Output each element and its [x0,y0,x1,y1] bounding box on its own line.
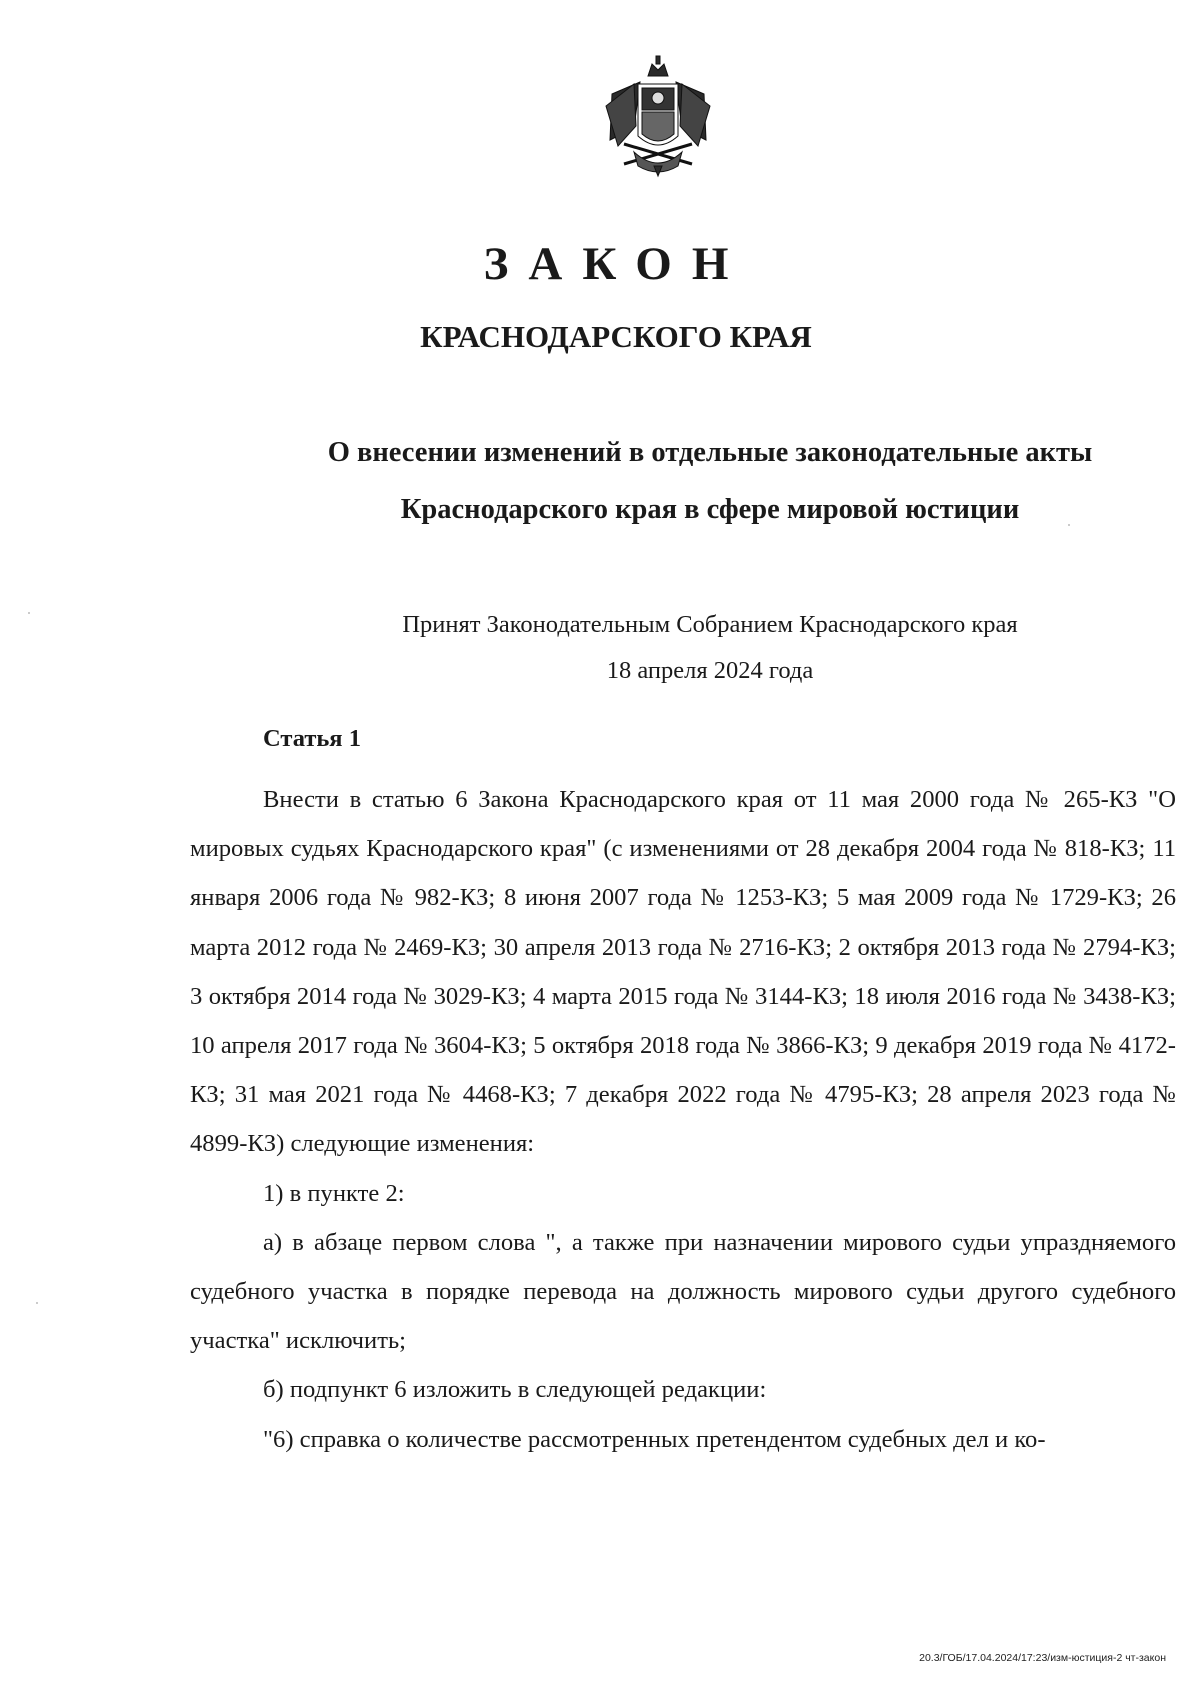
region-title: КРАСНОДАРСКОГО КРАЯ [420,319,812,354]
article-heading: Статья 1 [263,725,361,752]
krasnodar-krai-coat-of-arms-icon [604,54,712,178]
scan-speck [1068,524,1070,526]
paragraph: 1) в пункте 2: [263,1179,405,1207]
law-title: ЗАКОН [483,238,749,290]
scan-speck [36,1302,38,1304]
article-body [190,775,1176,1464]
adoption-date: 18 апреля 2024 года [606,657,814,684]
law-subject [190,424,1200,538]
law-subject-line-1: О внесении изменений в отдельные законодательные акты [327,437,1093,468]
paragraph: б) подпункт 6 изложить в следующей редакции: [263,1376,767,1404]
paragraph: а) в абзаце первом слова ", а также при назначении мирового судьи упраздняемого судебного участка в порядке перевода на должность мирового судьи другого судебного участка" исключить; [190,1228,1176,1355]
scan-speck [28,612,30,614]
adoption-info [190,602,1200,694]
document-footer-code: 20.3/ГОБ/17.04.2024/17:23/изм-юстиция-2 чт-закон [919,1652,1166,1664]
paragraph: "6) справка о количестве рассмотренных претендентом судебных дел и ко- [263,1425,1046,1453]
law-subject-line-2: Краснодарского края в сфере мировой юстиции [400,494,1020,525]
paragraph: Внести в статью 6 Закона Краснодарского края от 11 мая 2000 года № 265-КЗ "О мировых судьях Краснодарского края" (с изменениями от 28 декабря 2004 года № 818-КЗ; 11 января 2006 года № 982-КЗ; 8 июня 2007 года № 1253-КЗ; 5 мая 2009 года № 1729-КЗ; 26 марта 2012 года № 2469-КЗ; 30 апреля 2013 года № 2716-КЗ; 2 октября 2013 года № 2794-КЗ; 3 октября 2014 года № 3029-КЗ; 4 марта 2015 года № 3144-КЗ; 18 июля 2016 года № 3438-КЗ; 10 апреля 2017 года № 3604-КЗ; 5 октября 2018 года № 3866-КЗ; 9 декабря 2019 года № 4172-КЗ; 31 мая 2021 года № 4468-КЗ; 7 декабря 2022 года № 4795-КЗ; 28 апреля 2023 года № 4899-КЗ) следующие изменения: [190,786,1176,1158]
adoption-body: Принят Законодательным Собранием Краснодарского края [402,611,1018,638]
